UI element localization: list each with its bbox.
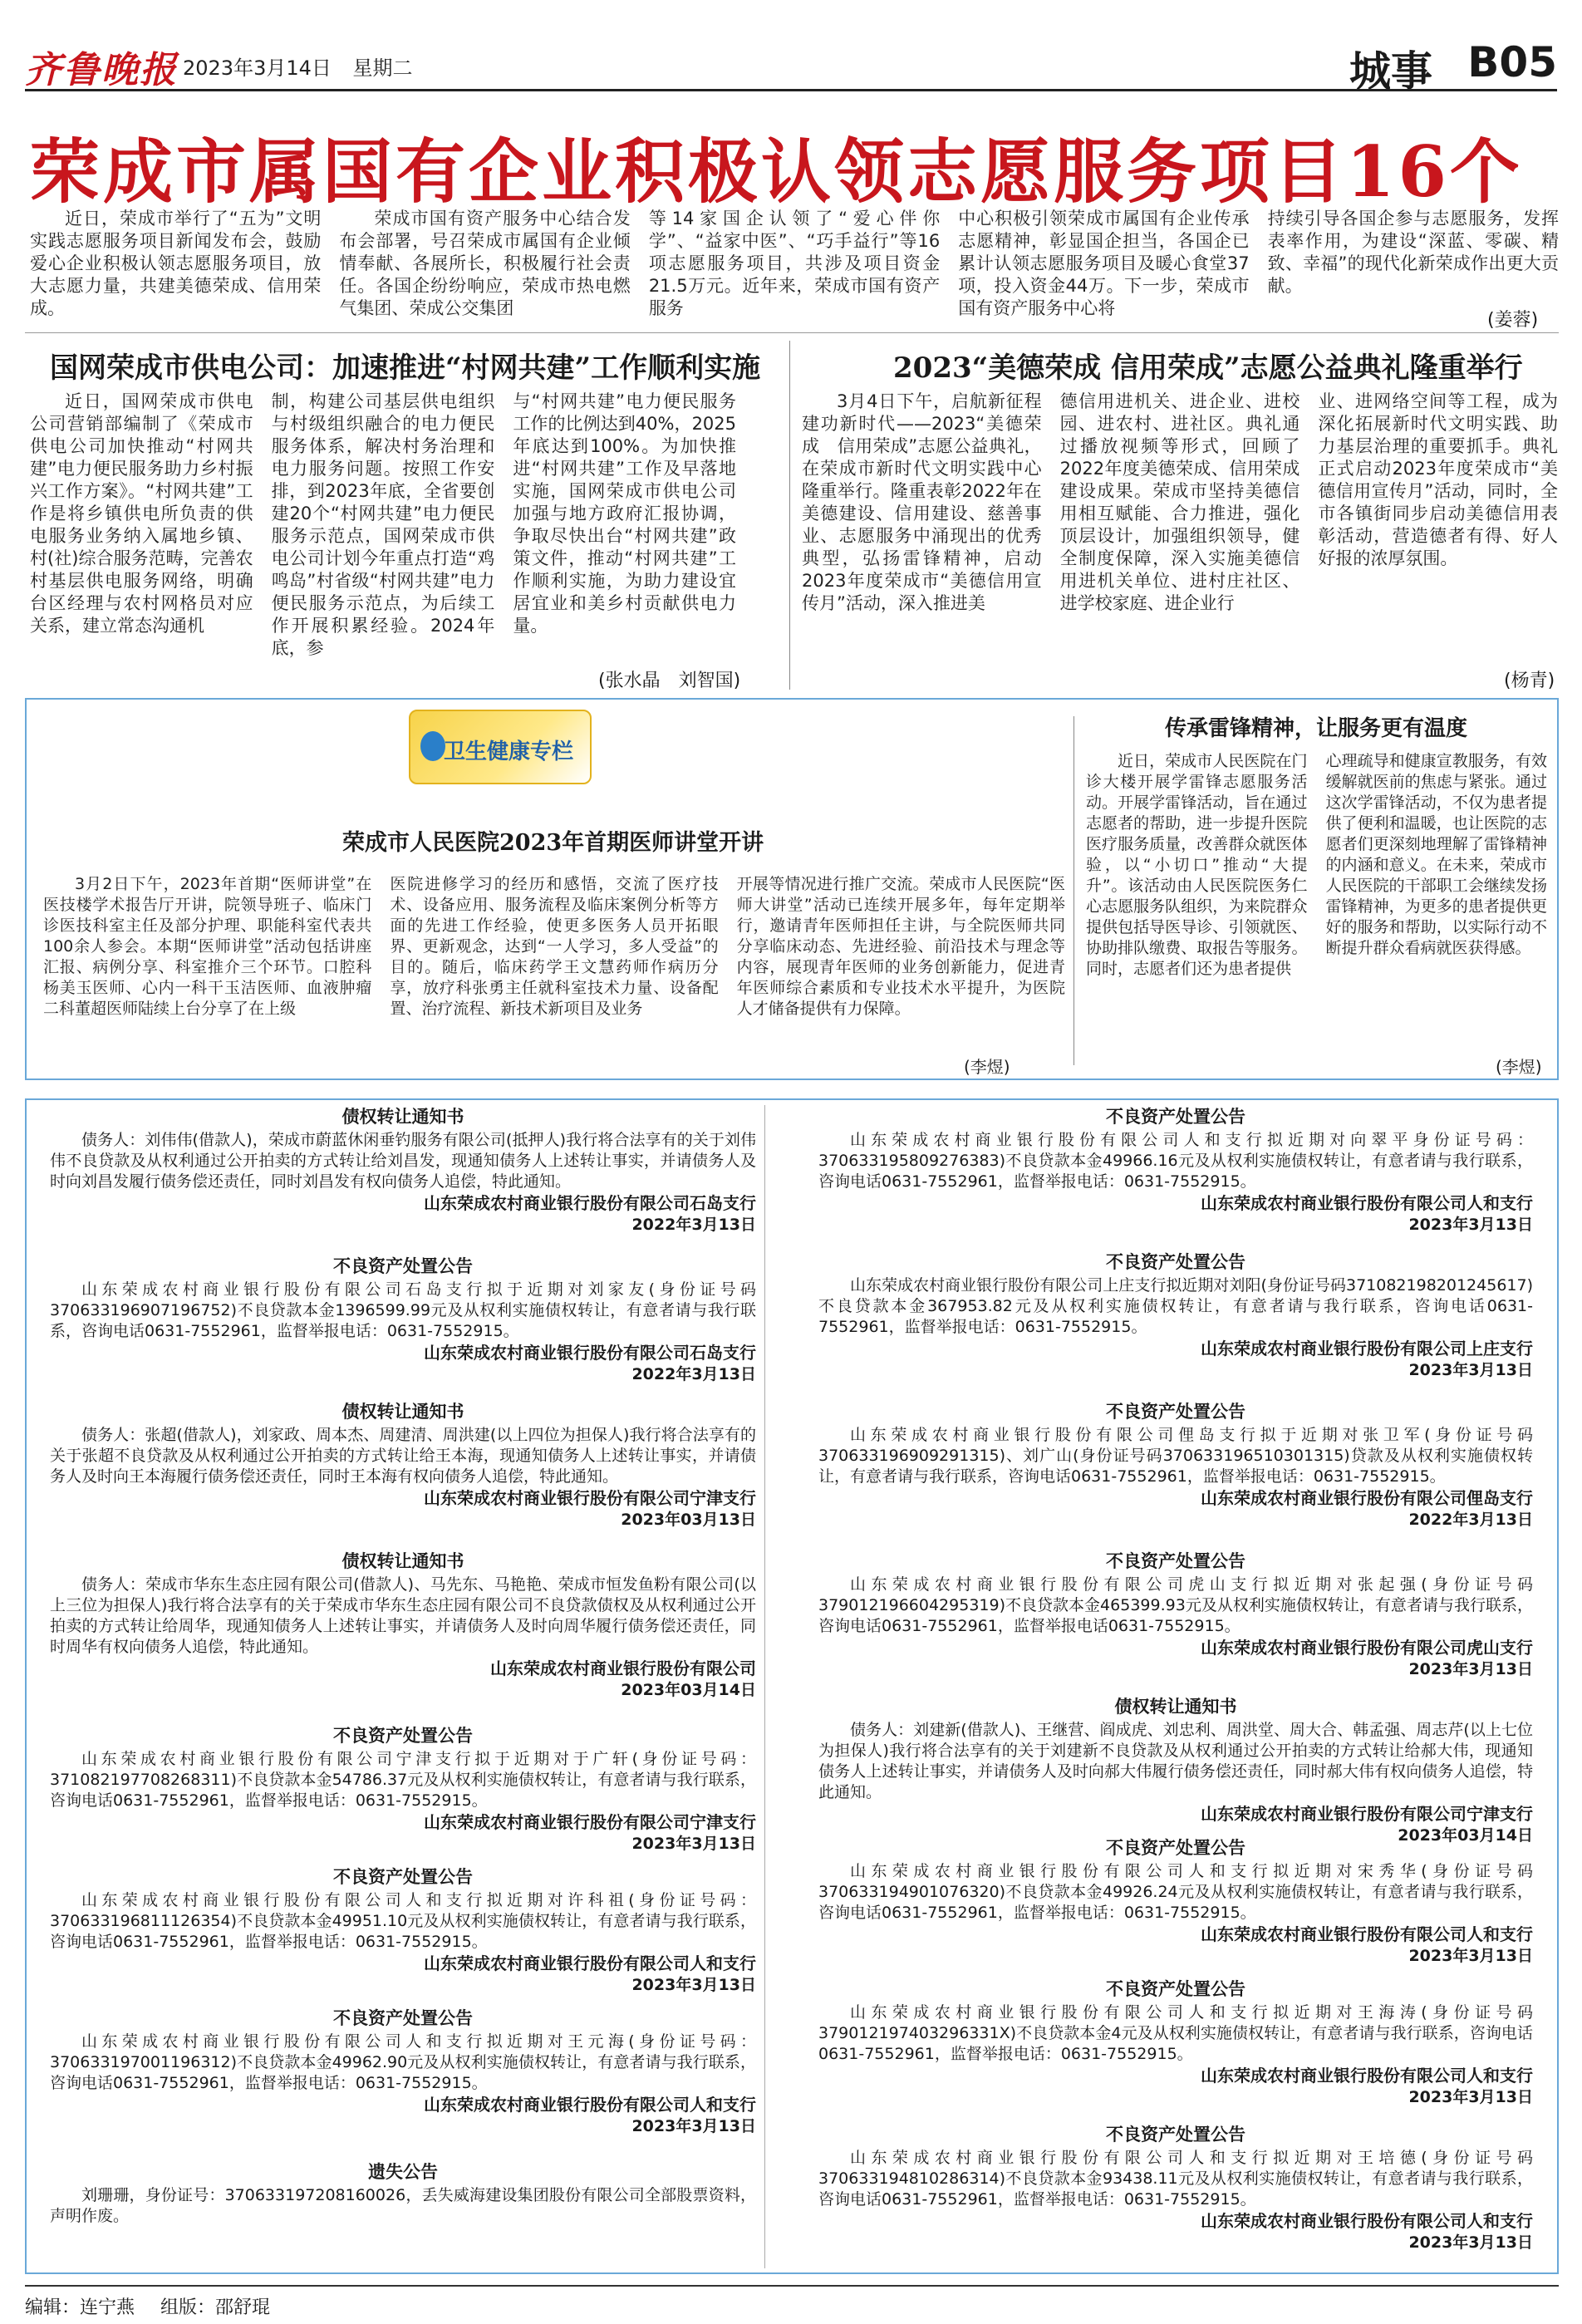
layout-credit: 组版：邵舒琨 (160, 2297, 271, 2318)
notice (50, 1400, 756, 1530)
grid-story-column: 与“村网共建”电力便民服务工作的比例达到40%，2025年底达到100%。为加快推进“村网共建”工作及早落地实施，国网荣成市供电公司加强与地方政府汇报协调，争取尽快出台“村网共建”政策文件，推动“村网共建”工作顺利实施，为助力建设宜居宜业和美乡村贡献供电力量。 (513, 391, 737, 636)
grid-story-byline: (张水晶 刘智国) (598, 671, 741, 691)
notice (818, 1695, 1533, 1846)
page-number: B05 (1467, 38, 1557, 86)
notice (818, 1400, 1533, 1530)
health-column-badge (409, 710, 592, 784)
notice-org: 山东荣成农村商业银行股份有限公司人和支行 (424, 2095, 756, 2115)
notice-title: 不良资产处置公告 (333, 1256, 473, 1276)
notice-date: 2023年3月13日 (1408, 1361, 1533, 1379)
notice-title: 不良资产处置公告 (1106, 1402, 1245, 1422)
notice (50, 1550, 756, 1701)
notice (818, 1978, 1533, 2108)
notice-org: 山东荣成农村商业银行股份有限公司人和支行 (424, 1953, 756, 1973)
lead-headline: 荣成市属国有企业积极认领志愿服务项目16个 (30, 130, 1523, 213)
newspaper-logo: 齐鲁晚报 (25, 49, 178, 91)
notice (818, 1836, 1533, 1967)
lei-feng-column: 心理疏导和健康宣教服务，有效缓解就医前的焦虑与紧张。通过这次学雷锋活动，不仅为患者提供了便利和温暖，也让医院的志愿者们更深刻地理解了雷锋精神的内涵和意义。在未来，荣成市人民医院的干部职工会继续发扬雷锋精神，为更多的患者提供更好的服务和帮助，以实际行动不断提升群众看病就医获得感。 (1325, 752, 1547, 957)
virtue-story-title: 2023“美德荣成 信用荣成”志愿公益典礼隆重举行 (893, 351, 1523, 385)
notice (50, 2160, 756, 2227)
notice-date: 2023年03月13日 (621, 1511, 756, 1529)
dateline (183, 52, 428, 81)
notice (50, 1105, 756, 1236)
notice-title: 不良资产处置公告 (333, 2008, 473, 2028)
grid-story-body (30, 391, 736, 677)
notice-org: 山东荣成农村商业银行股份有限公司虎山支行 (1201, 1638, 1533, 1658)
health-badge-label: 卫生健康专栏 (444, 739, 574, 764)
grid-story-column: 制，构建公司基层供电组织与村级组织融合的电力便民服务体系，解决村务治理和电力服务问题。按照工作安排，到2023年底，全省要创建20个“村网共建”电力便民服务示范点，国网荣成市供电公司计划今年重点打造“鸡鸣岛”村省级“村网共建”电力便民服务示范点，为后续工作开展积累经验。2024年底，参 (271, 391, 495, 658)
notice-body: 山东荣成农村商业银行股份有限公司俚岛支行拟于近期对张卫军(身份证号码370633196909291315)、刘广山(身份证号码370633196510301315)贷款及从权利实施债权转让，有意者请与我行联系，咨询电话0631-7552961，监督举报电话：0631-7552915。 (818, 1426, 1533, 1486)
notice-body: 山东荣成农村商业银行股份有限公司人和支行拟近期对王元海(身份证号码：370633197001196312)不良贷款本金49962.90元及从权利实施债权转让，有意者请与我行联系，咨询电话0631-7552961，监督举报电话：0631-7552915。 (50, 2032, 756, 2092)
notice-date: 2023年3月13日 (1408, 2088, 1533, 2106)
notice (50, 1865, 756, 1996)
section-name: 城事 (1349, 47, 1432, 96)
health-story-column: 3月2日下午，2023年首期“医师讲堂”在医技楼学术报告厅开讲，院领导班子、临床门诊医技科室主任及部分护理、职能科室代表共100余人参会。本期“医师讲堂”活动包括讲座汇报、病例分享、科室推介三个环节。口腔科杨美玉医师、心内一科干玉洁医师、血液肿瘤二科董超医师陆续上台分享了在上级 (43, 875, 372, 1018)
notice-body: 债务人：刘伟伟(借款人)，荣成市蔚蓝休闲垂钓服务有限公司(抵押人)我行将合法享有的关于刘伟伟不良贷款及从权利通过公开拍卖的方式转让给刘昌发，现通知债务人上述转让事实，并请债务人及时向刘昌发履行债务偿还责任，同时刘昌发有权向债务人追偿，特此通知。 (50, 1131, 756, 1191)
notice-org: 山东荣成农村商业银行股份有限公司 (490, 1658, 756, 1678)
notice-date: 2023年03月14日 (1398, 1826, 1533, 1845)
notice (818, 1550, 1533, 1680)
notice-org: 山东荣成农村商业银行股份有限公司人和支行 (1201, 2066, 1533, 2086)
lead-column: 荣成市国有资产服务中心结合发布会部署，号召荣成市属国有企业倾情奉献、各展所长，积极履行社会责任。各国企纷纷响应，荣成市热电燃气集团、荣成公交集团 (339, 209, 631, 318)
notice-body: 山东荣成农村商业银行股份有限公司人和支行拟近期对宋秀华(身份证号码370633194901076320)不良贷款本金49926.24元及从权利实施债权转让，有意者请与我行联系，咨询电话0631-7552961，监督举报电话：0631-7552915。 (818, 1862, 1533, 1922)
notice-date: 2023年3月13日 (631, 1976, 756, 1994)
notice (50, 2007, 756, 2137)
notice-title: 不良资产处置公告 (1106, 1551, 1245, 1571)
grid-story-title: 国网荣成市供电公司：加速推进“村网共建”工作顺利实施 (50, 351, 761, 385)
notice-org: 山东荣成农村商业银行股份有限公司人和支行 (1201, 1193, 1533, 1213)
notice (818, 1250, 1533, 1381)
notice-body: 山东荣成农村商业银行股份有限公司人和支行拟近期对王海涛(身份证号码379012197403296331X)不良贷款本金4元及从权利实施债权转让，有意者请与我行联系，咨询电话0631-7552961，监督举报电话：0631-7552915。 (818, 2003, 1533, 2063)
notice-org: 山东荣成农村商业银行股份有限公司上庄支行 (1201, 1339, 1533, 1359)
notice-date: 2023年3月13日 (1408, 1216, 1533, 1234)
notice-org: 山东荣成农村商业银行股份有限公司人和支行 (1201, 2211, 1533, 2231)
notice-body: 债务人：荣成市华东生态庄园有限公司(借款人)、马先东、马艳艳、荣成市恒发鱼粉有限公司(以上三位为担保人)我行将合法享有的关于荣成市华东生态庄园有限公司不良贷款债权及从权利通过公开拍卖的方式转让给周华，现通知债务人上述转让事实，并请债务人及时向周华履行债务偿还责任，同时周华有权向债务人追偿，特此通知。 (50, 1575, 756, 1656)
virtue-story-column: 3月4日下午，启航新征程 建功新时代——2023“美德荣成 信用荣成”志愿公益典礼，在荣成市新时代文明实践中心隆重举行。隆重表彰2022年在美德建设、信用建设、慈善事业、志愿服务中涌现出的优秀典型，弘扬雷锋精神，启动2023年度荣成市“美德信用宣传月”活动，深入推进美 (802, 391, 1059, 613)
divider (764, 1105, 765, 2268)
lei-feng-body (1086, 751, 1547, 1071)
divider (789, 341, 790, 690)
health-story-column: 医院进修学习的经历和感悟，交流了医疗技术、设备应用、服务流程及临床案例分析等方面的先进工作经验，使更多医务人员开拓眼界、更新观念，达到“一人学习，多人受益”的目的。随后，临床药学王文慧药师作病历分享，放疗科张勇主任就科室技术力量、设备配置、治疗流程、新技术新项目及业务 (390, 875, 719, 1018)
notice (818, 1105, 1533, 1236)
health-story-body (43, 874, 1065, 1074)
lei-feng-column: 近日，荣成市人民医院在门诊大楼开展学雷锋志愿服务活动。开展学雷锋活动，旨在通过志愿者的帮助，进一步提升医院医疗服务质量，改善群众就医体验，以“小切口”推动“大提升”。该活动由人民医院医务仁心志愿服务队组织，为来院群众提供包括导医导诊、引领就医、协助排队缴费、取报告等服务。同时，志愿者们还为患者提供 (1086, 752, 1308, 978)
notice-date: 2022年3月13日 (631, 1365, 756, 1383)
notice-title: 不良资产处置公告 (1106, 2125, 1245, 2145)
virtue-story-column: 业、进网络空间等工程，成为深化拓展新时代文明实践、助力基层治理的重要抓手。典礼正式启动2023年度荣成市“美德信用宣传月”活动，同时，全市各镇街同步启动美德信用表彰活动，营造德者有得、好人好报的浓厚氛围。 (1318, 391, 1559, 568)
notice (818, 2123, 1533, 2253)
issue-date: 2023年3月14日 (183, 57, 332, 80)
notice-body: 债务人：刘建新(借款人)、王继营、阎成虎、刘忠利、周洪堂、周大合、韩孟强、周志芹(以上七位为担保人)我行将合法享有的关于刘建新不良贷款及从权利通过公开拍卖的方式转让给郝大伟，现通知债务人上述转让事实，并请债务人及时向郝大伟履行债务偿还责任，同时郝大伟有权向债务人追偿，特此通知。 (818, 1721, 1533, 1801)
notice-org: 山东荣成农村商业银行股份有限公司宁津支行 (424, 1812, 756, 1832)
notice-body: 山东荣成农村商业银行股份有限公司人和支行拟近期对向翠平身份证号码：370633195809276383)不良贷款本金49966.16元及从权利实施债权转让，有意者请与我行联系，咨询电话0631-7552961，监督举报电话：0631-7552915。 (818, 1131, 1533, 1191)
grid-story-column: 近日，国网荣成市供电公司营销部编制了《荣成市供电公司加快推动“村网共建”电力便民服务助力乡村振兴工作方案》。“村网共建”工作是将乡镇供电所负责的供电服务业务纳入属地乡镇、村(社)综合服务范畴，完善农村基层供电服务网络，明确台区经理与农村网格员对应关系，建立常态沟通机 (30, 391, 253, 636)
notice-title: 不良资产处置公告 (1106, 1838, 1245, 1858)
notice-org: 山东荣成农村商业银行股份有限公司宁津支行 (1201, 1804, 1533, 1824)
notice-title: 不良资产处置公告 (1106, 1979, 1245, 1999)
notice-org: 山东荣成农村商业银行股份有限公司宁津支行 (424, 1488, 756, 1508)
notice-date: 2023年3月13日 (631, 2117, 756, 2135)
notice-date: 2023年3月13日 (1408, 2233, 1533, 2252)
notice-title: 债权转让通知书 (1114, 1697, 1237, 1717)
notice-body: 山东荣成农村商业银行股份有限公司上庄支行拟近期对刘阳(身份证号码371082198201245617)不良贷款本金367953.82元及从权利实施债权转让，有意者请与我行联系，咨询电话0631-7552961，监督举报电话：0631-7552915。 (818, 1276, 1533, 1336)
notice-org: 山东荣成农村商业银行股份有限公司人和支行 (1201, 1924, 1533, 1944)
lead-column: 近日，荣成市举行了“五为”文明实践志愿服务项目新闻发布会，鼓励爱心企业积极认领志愿服务项目，放大志愿力量，共建美德荣成、信用荣成。 (30, 209, 322, 318)
lead-column: 等14家国企认领了“爱心伴你学”、“益家中医”、“巧手益行”等16项志愿服务项目，共涉及项目资金21.5万元。近年来，荣成市国有资产服务 (648, 209, 941, 318)
notice-title: 不良资产处置公告 (1106, 1252, 1245, 1272)
virtue-story-body (802, 391, 1558, 656)
health-badge-icon (420, 731, 445, 761)
lead-body (30, 208, 1559, 320)
notice-date: 2023年3月13日 (631, 1835, 756, 1853)
lead-byline: (姜蓉) (1487, 310, 1539, 331)
notice-body: 山东荣成农村商业银行股份有限公司石岛支行拟于近期对刘家友(身份证号码370633196907196752)不良贷款本金1396599.99元及从权利实施债权转让，有意者请与我行联系，咨询电话0631-7552961，监督举报电话：0631-7552915。 (50, 1280, 756, 1340)
issue-weekday: 星期二 (352, 57, 413, 80)
notice (50, 1724, 756, 1855)
notice-body: 山东荣成农村商业银行股份有限公司人和支行拟近期对许科祖(身份证号码：370633196811126354)不良贷款本金49951.10元及从权利实施债权转让，有意者请与我行联系，咨询电话0631-7552961，监督举报电话：0631-7552915。 (50, 1891, 756, 1951)
lead-column: 中心积极引领荣成市属国有企业传承志愿精神，彰显国企担当，各国企已累计认领志愿服务项目及暖心食堂37项，投入资金44万。下一步，荣成市国有资产服务中心将 (958, 209, 1250, 318)
notice-date: 2023年3月13日 (1408, 1660, 1533, 1678)
notice-title: 不良资产处置公告 (1106, 1107, 1245, 1127)
health-story-byline: (李煜) (964, 1057, 1010, 1077)
notice-body: 债务人：张超(借款人)，刘家政、周本杰、周建清、周洪建(以上四位为担保人)我行将合法享有的关于张超不良贷款及从权利通过公开拍卖的方式转让给王本海，现通知债务人上述转让事实，并请债务人及时向王本海履行债务偿还责任，同时王本海有权向债务人追偿，特此通知。 (50, 1426, 756, 1486)
notice-date: 2022年3月13日 (631, 1216, 756, 1234)
notice-body: 山东荣成农村商业银行股份有限公司虎山支行拟近期对张起强(身份证号码379012196604295319)不良贷款本金465399.93元及从权利实施债权转让，有意者请与我行联系，咨询电话0631-7552961，监督举报电话0631-7552915。 (818, 1575, 1533, 1635)
lei-feng-title: 传承雷锋精神，让服务更有温度 (1165, 716, 1468, 741)
masthead (25, 33, 1557, 96)
virtue-story-byline: (杨青) (1504, 671, 1555, 691)
notice-title: 债权转让通知书 (341, 1402, 464, 1422)
lei-feng-byline: (李煜) (1496, 1057, 1542, 1077)
notice-title: 债权转让通知书 (341, 1551, 464, 1571)
editor-credit: 编辑：连宁燕 (25, 2297, 135, 2318)
notice-body: 山东荣成农村商业银行股份有限公司宁津支行拟于近期对于广轩(身份证号码：371082197708268311)不良贷款本金54786.37元及从权利实施债权转让，有意者请与我行联系，咨询电话0631-7552961，监督举报电话：0631-7552915。 (50, 1750, 756, 1810)
health-story-column: 开展等情况进行推广交流。荣成市人民医院“医师大讲堂”活动已连续开展多年，每年定期举行，邀请青年医师担任主讲，与全院医师共同分享临床动态、先进经验、前沿技术与理念等内容，展现青年医师的业务创新能力，促进青年医师综合素质和专业技术水平提升，为医院人才储备提供有力保障。 (736, 875, 1065, 1018)
notice-date: 2022年3月13日 (1408, 1511, 1533, 1529)
health-story-title: 荣成市人民医院2023年首期医师讲堂开讲 (342, 830, 764, 856)
notice-title: 不良资产处置公告 (333, 1867, 473, 1887)
notice-title: 遗失公告 (368, 2162, 438, 2182)
notice-org: 山东荣成农村商业银行股份有限公司俚岛支行 (1201, 1488, 1533, 1508)
health-column-box (25, 698, 1559, 1080)
lead-column: 持续引导各国企参与志愿服务，发挥表率作用，为建设“深蓝、零碳、精致、幸福”的现代化新荣成作出更大贡献。 (1267, 209, 1560, 296)
notice-body: 刘珊珊，身份证号：370633197208160026，丢失威海建设集团股份有限公司全部股票资料，声明作废。 (50, 2186, 756, 2225)
notice-title: 债权转让通知书 (341, 1107, 464, 1127)
notice-org: 山东荣成农村商业银行股份有限公司石岛支行 (424, 1343, 756, 1363)
notice-body: 山东荣成农村商业银行股份有限公司人和支行拟近期对王培德(身份证号码370633194810286314)不良贷款本金93438.11元及从权利实施债权转让，有意者请与我行联系，咨询电话0631-7552961，监督举报电话：0631-7552915。 (818, 2149, 1533, 2209)
notice-title: 不良资产处置公告 (333, 1726, 473, 1746)
notice-org: 山东荣成农村商业银行股份有限公司石岛支行 (424, 1193, 756, 1213)
notice-date: 2023年3月13日 (1408, 1947, 1533, 1965)
notice-date: 2023年03月14日 (621, 1681, 756, 1699)
page-footer (25, 2285, 1559, 2319)
virtue-story-column: 德信用进机关、进企业、进校园、进农村、进社区。典礼通过播放视频等形式，回顾了2022年度美德荣成、信用荣成建设成果。荣成市坚持美德信用相互赋能、合力推进，强化顶层设计，加强组织领导，健全制度保障，深入实施美德信用进机关单位、进村庄社区、进学校家庭、进企业行 (1059, 391, 1300, 613)
divider (25, 332, 1559, 333)
notice (50, 1255, 756, 1385)
